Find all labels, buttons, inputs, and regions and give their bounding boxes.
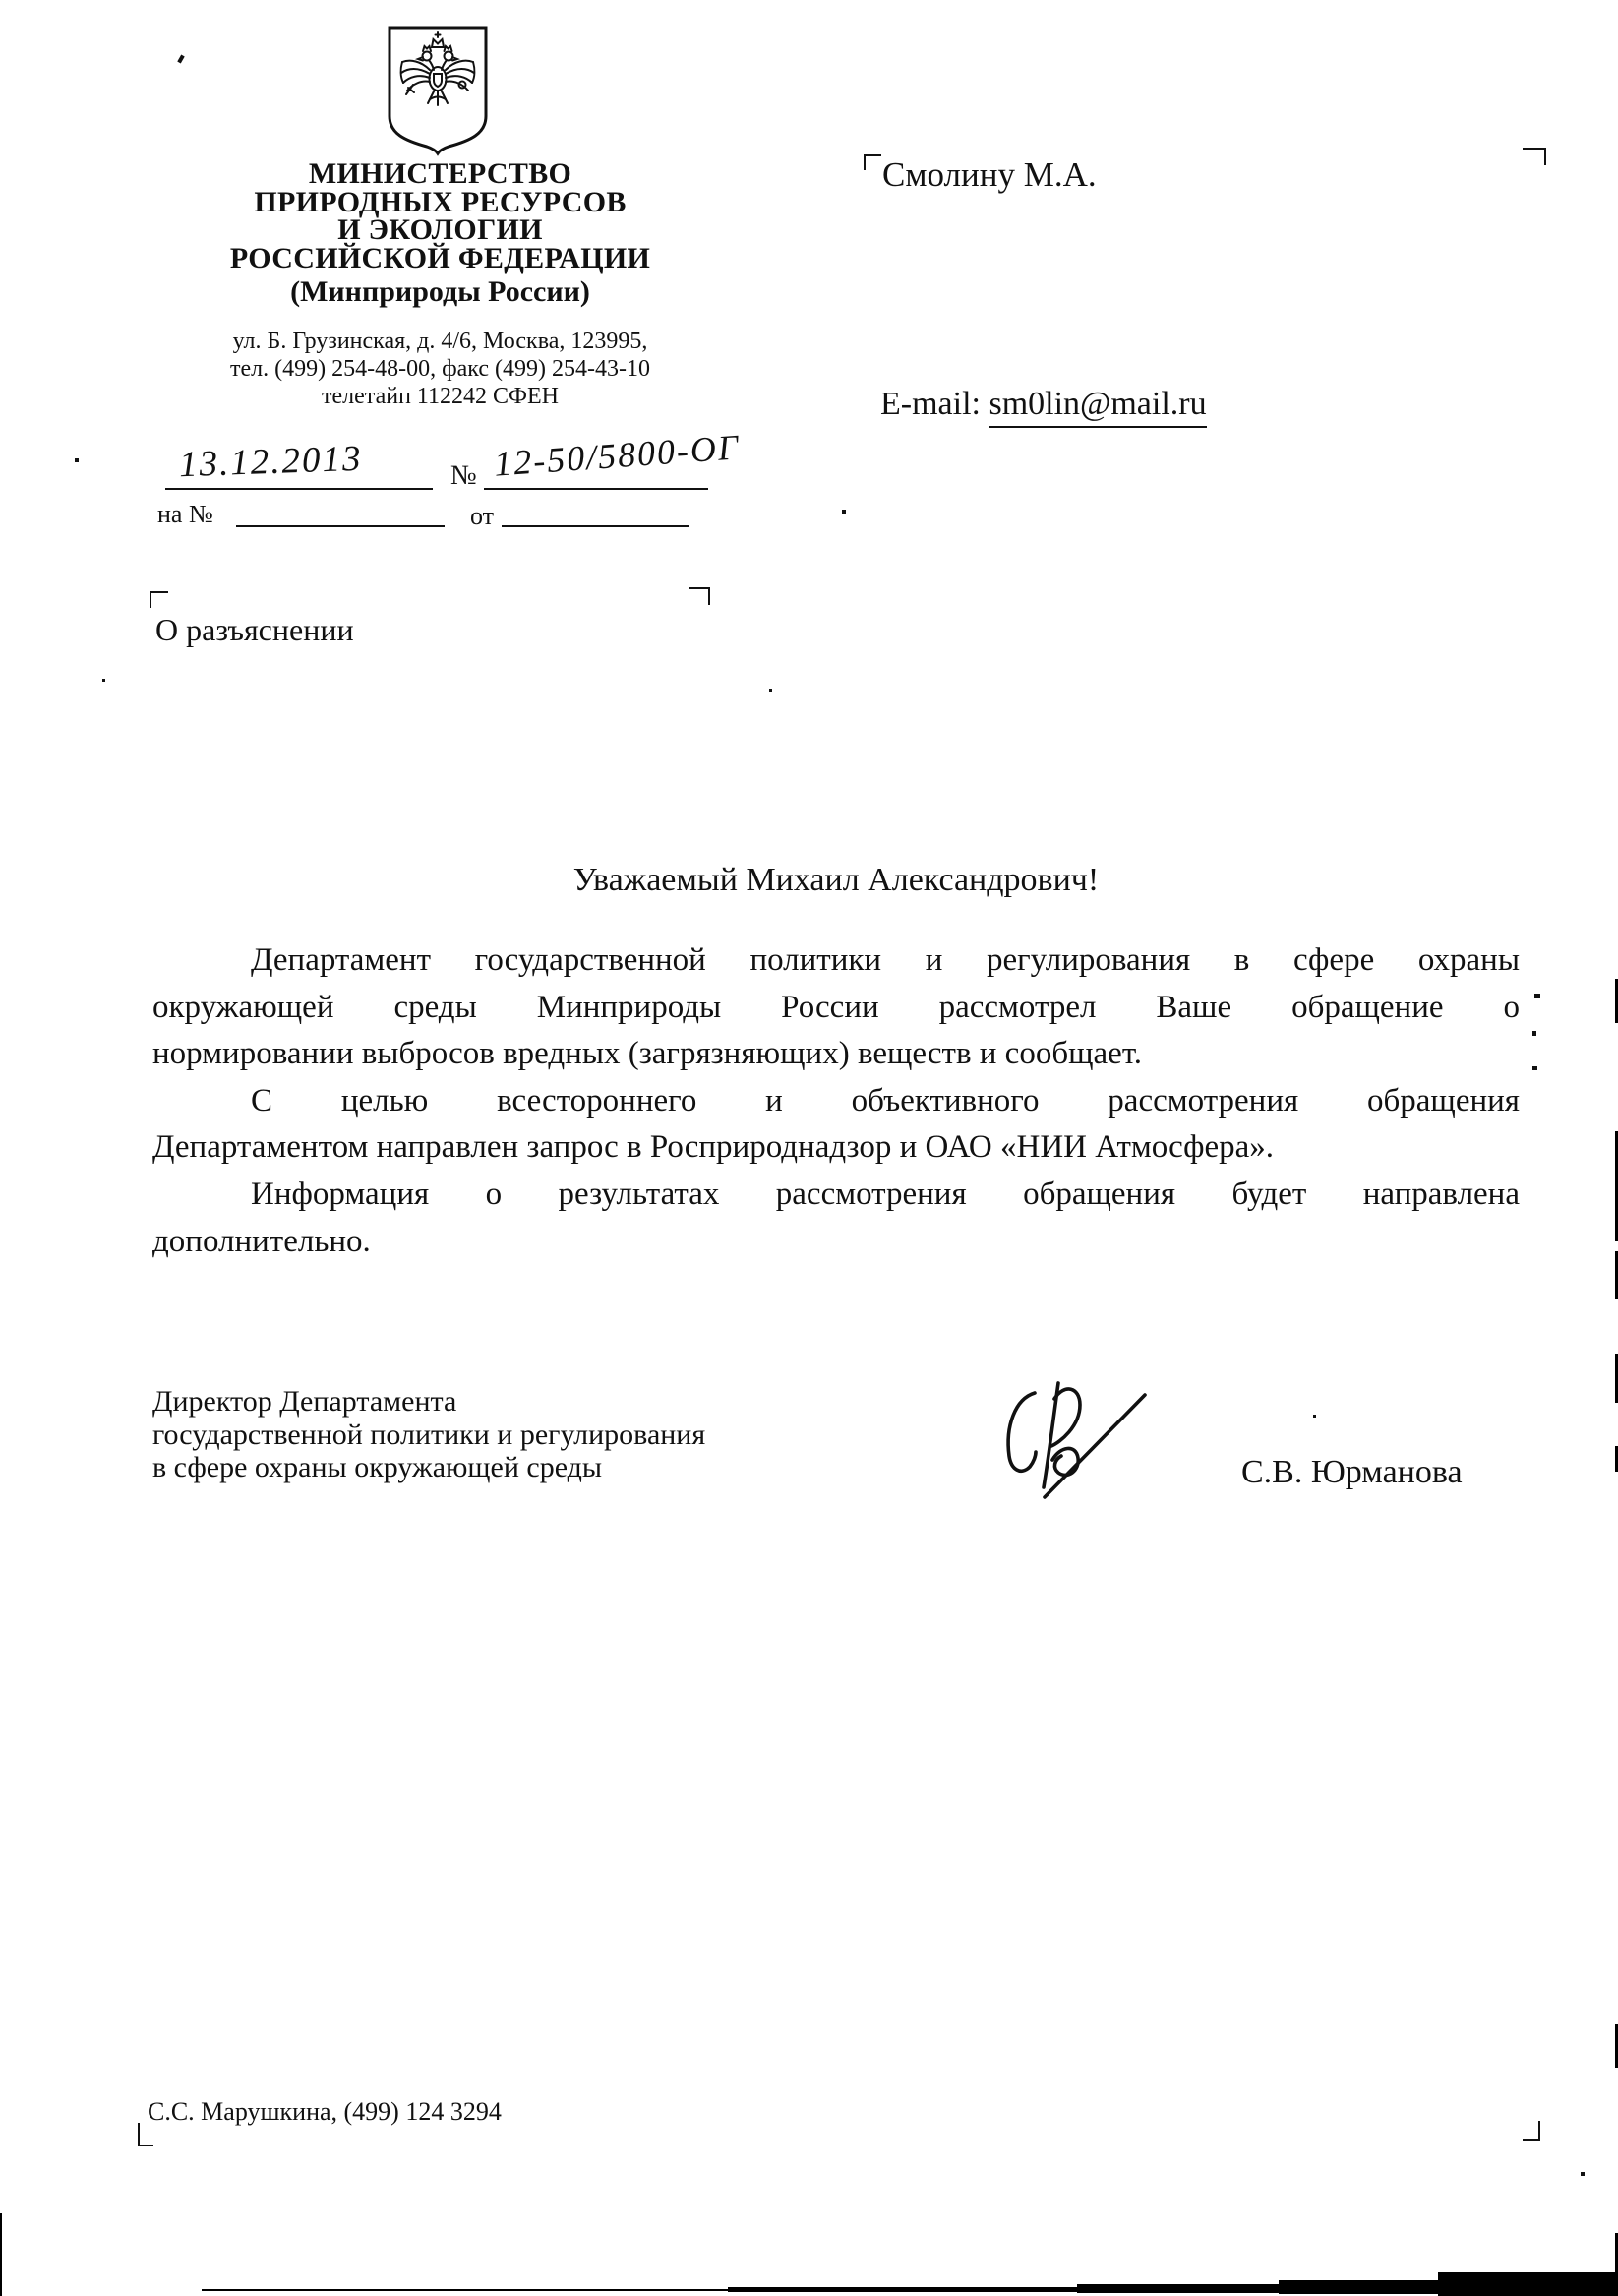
- reply-date-blank-line: [502, 500, 689, 527]
- footer-corner-mark: [138, 2123, 153, 2146]
- signer-position: [152, 1385, 705, 1484]
- number-blank-line: [484, 462, 708, 490]
- subject-corner-mark: [150, 591, 168, 608]
- org-name-line: РОССИЙСКОЙ ФЕДЕРАЦИИ: [229, 241, 651, 274]
- addressee-corner-mark: [1523, 148, 1546, 165]
- number-sign-label: №: [450, 460, 477, 491]
- body-line: окружающей среды Минприроды России рассмотрел Ваше обращение о: [152, 989, 1520, 1025]
- addressee-corner-mark: [864, 154, 881, 170]
- org-short-name: (Минприроды России): [290, 275, 590, 308]
- org-name-line: МИНИСТЕРСТВО: [308, 157, 572, 190]
- body-line: Информация о результатах рассмотрения обращения будет направлена: [251, 1176, 1520, 1212]
- body-line: Департамент государственной политики и регулирования в сфере охраны: [251, 942, 1520, 978]
- handwritten-signature-icon: [995, 1367, 1202, 1525]
- body-line: Департаментом направлен запрос в Росприроднадзор и ОАО «НИИ Атмосфера».: [152, 1129, 1275, 1166]
- salutation: Уважаемый Михаил Александрович!: [572, 862, 1100, 898]
- reply-number-blank-line: [236, 500, 445, 527]
- subject-corner-mark: [689, 587, 710, 605]
- body-line: С целью всестороннего и объективного рассмотрения обращения: [251, 1082, 1520, 1118]
- reply-to-number-label: на №: [157, 500, 213, 528]
- signer-position-line: государственной политики и регулирования: [152, 1418, 706, 1451]
- body-line: дополнительно.: [152, 1223, 371, 1259]
- org-name-line: ПРИРОДНЫХ РЕСУРСОВ: [254, 185, 627, 218]
- handwritten-doc-number: 12-50/5800-ОГ: [492, 427, 742, 484]
- letter-body: [152, 937, 1520, 1265]
- footer-corner-mark: [1523, 2121, 1540, 2141]
- subject-line: О разъяснении: [155, 612, 354, 647]
- body-line: нормировании выбросов вредных (загрязняющих) веществ и сообщает.: [152, 1036, 1143, 1072]
- signer-name: С.В. Юрманова: [1241, 1454, 1463, 1490]
- executor-contact: С.С. Марушкина, (499) 124 3294: [148, 2097, 502, 2126]
- coat-of-arms-icon: [384, 22, 492, 157]
- email-label: E-mail:: [880, 386, 981, 422]
- signer-position-line: в сфере охраны окружающей среды: [152, 1451, 603, 1483]
- letterhead: [133, 157, 748, 410]
- handwritten-date: 13.12.2013: [178, 438, 364, 486]
- address-line: телетайп 112242 СФЕН: [322, 384, 559, 409]
- email-address: sm0lin@mail.ru: [989, 386, 1206, 428]
- org-address: [133, 328, 748, 410]
- reply-from-label: от: [470, 502, 495, 530]
- date-blank-line: [165, 462, 433, 490]
- address-line: тел. (499) 254-48-00, факс (499) 254-43-10: [230, 356, 650, 382]
- signer-position-line: Директор Департамента: [152, 1385, 457, 1418]
- addressee-name: Смолину М.А.: [882, 155, 1097, 194]
- org-name-line: И ЭКОЛОГИИ: [337, 213, 543, 246]
- address-line: ул. Б. Грузинская, д. 4/6, Москва, 123995,: [232, 329, 648, 354]
- addressee-email-line: [880, 386, 1207, 423]
